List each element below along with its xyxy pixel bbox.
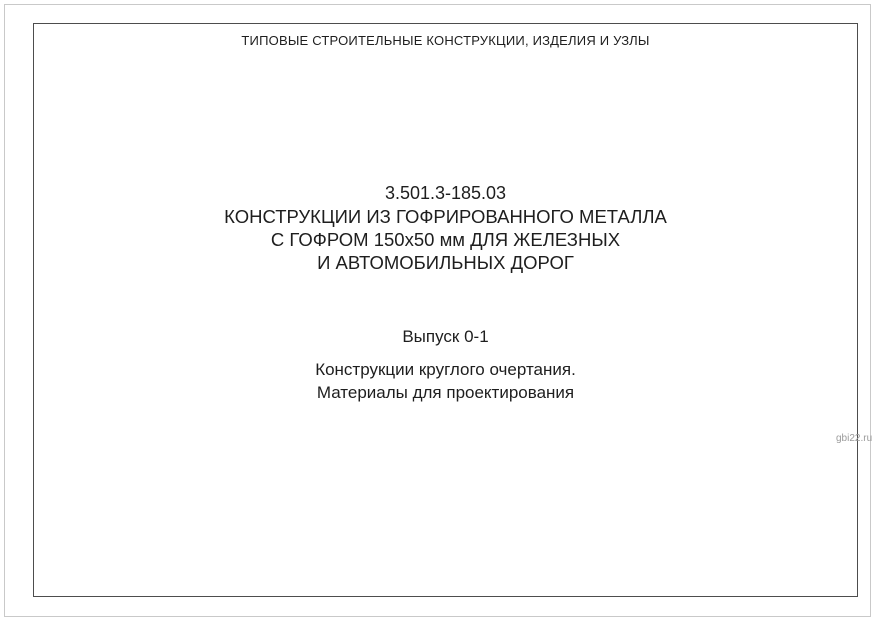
watermark-text: gbi22.ru <box>836 433 873 444</box>
title-page-content <box>33 23 858 597</box>
document-subtitle-line: Материалы для проектирования <box>316 382 575 402</box>
document-title <box>33 205 858 274</box>
document-title-line: И АВТОМОБИЛЬНЫХ ДОРОГ <box>317 252 574 273</box>
issue-label: Выпуск 0-1 <box>402 327 489 346</box>
document-subtitle <box>33 359 858 404</box>
document-title-line: КОНСТРУКЦИИ ИЗ ГОФРИРОВАННОГО МЕТАЛЛА <box>224 206 667 227</box>
series-header: ТИПОВЫЕ СТРОИТЕЛЬНЫЕ КОНСТРУКЦИИ, ИЗДЕЛИЯ И УЗЛЫ <box>241 33 650 48</box>
document-title-line: С ГОФРОМ 150х50 мм ДЛЯ ЖЕЛЕЗНЫХ <box>270 229 621 250</box>
document-number: 3.501.3-185.03 <box>384 183 507 203</box>
document-subtitle-line: Конструкции круглого очертания. <box>315 360 576 379</box>
